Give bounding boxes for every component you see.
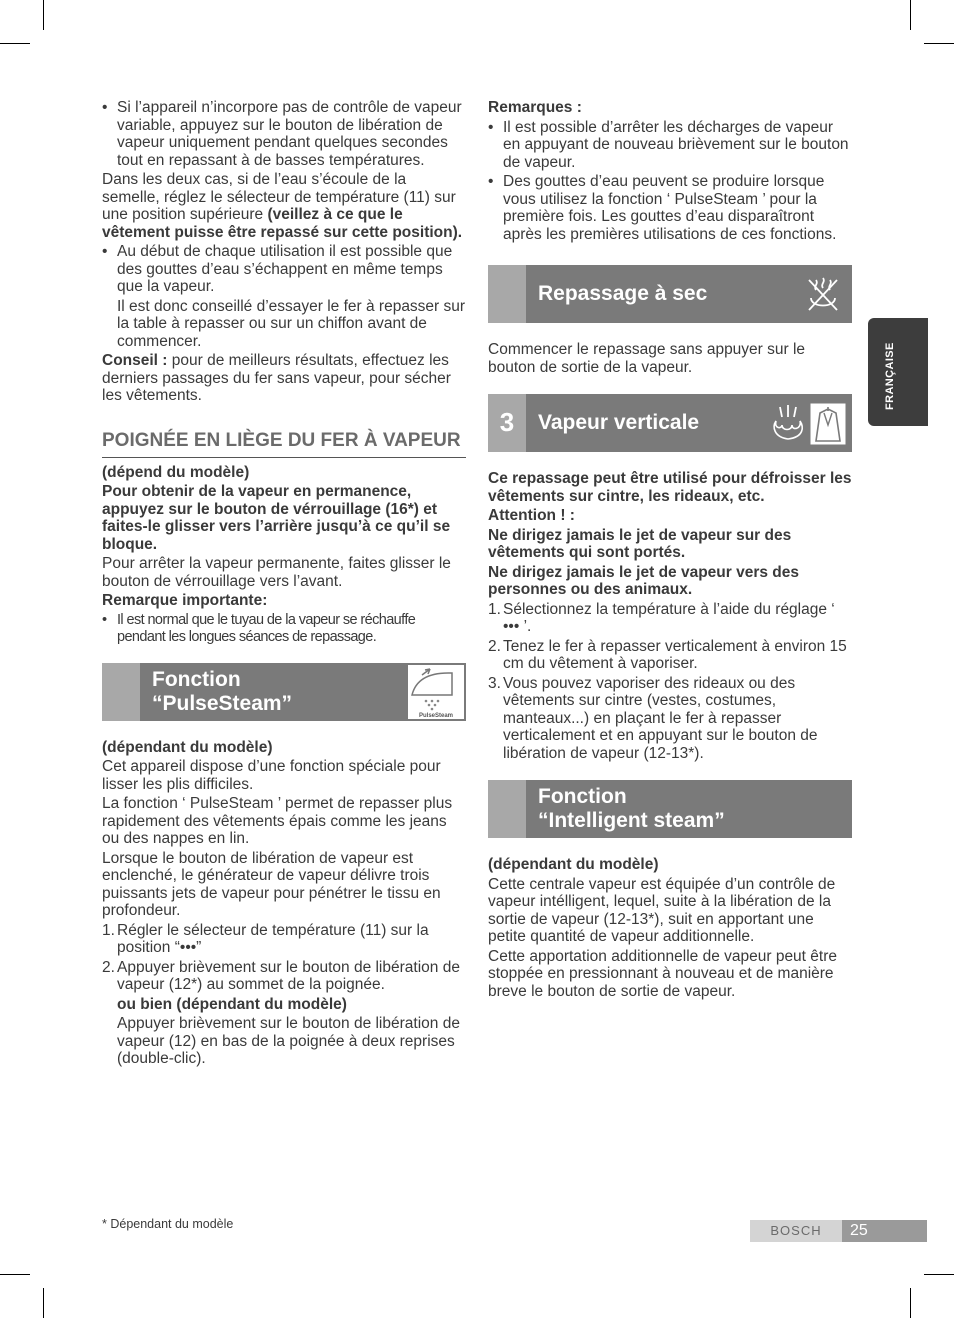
crop-mark <box>0 1274 30 1275</box>
model-note: (dépendant du modèle) <box>102 738 273 756</box>
paragraph: Cette apportation additionnelle de vapeur peut être stoppée en pressionnant à nouveau et de manière breve le bouton de sortie de vapeur. <box>488 947 837 1000</box>
intelligent-steam-heading <box>488 780 852 838</box>
list-item: • Il est normal que le tuyau de la vapeur se réchauffe pendant les longues séances de repassage. <box>102 612 466 647</box>
model-note: (dépend du modèle) <box>102 463 250 481</box>
heading-title-box <box>526 780 852 838</box>
paragraph: Cet appareil dispose d’une fonction spéciale pour lisser les plis difficiles. <box>102 758 441 793</box>
item-text: Tenez le fer à repasser verticalement à environ 15 cm du vêtement à vaporiser. <box>503 637 847 672</box>
list-item: • Si l’appareil n’incorpore pas de contrôle de vapeur variable, appuyez sur le bouton de libération de vapeur uniquement pendant quelques secondes tout en repassant à de basses températures. <box>102 99 466 169</box>
item-number: 1. <box>102 921 115 939</box>
vertical-steam-icon <box>770 398 848 448</box>
heading-number-box <box>488 780 526 838</box>
heading-title: Vapeur verticale <box>538 411 700 434</box>
bold-paragraph: Ce repassage peut être utilisé pour défroisser les vêtements sur cintre, les rideaux, etc. <box>488 470 852 505</box>
paragraph: Cette centrale vapeur est équipée d’un contrôle de vapeur intélligent, lequel, suite à la libération de la sortie de vapeur (12-13*), suit en apportant une petite quantité de vapeur additionnelle. <box>488 875 836 945</box>
item-text: Appuyer brièvement sur le bouton de libération de vapeur (12*) au sommet de la poignée. <box>117 958 460 993</box>
warning-text: Ne dirigez jamais le jet de vapeur vers des personnes ou des animaux. <box>488 563 800 598</box>
alternative-note: ou bien (dépendant du modèle) <box>117 995 347 1013</box>
conseil-paragraph <box>102 352 466 405</box>
right-column <box>488 99 852 1002</box>
heading-number-box <box>488 265 526 323</box>
list-item: • Des gouttes d’eau peuvent se produire lorsque vous utilisez la fonction ‘ PulseSteam ’ pour la première fois. Les gouttes d’eau disparaîtront après les premières utilisations de ces fonctions. <box>488 173 852 243</box>
footnote: * Dépendant du modèle <box>102 1217 234 1231</box>
warning-text: Ne dirigez jamais le jet de vapeur sur des vêtements qui sont portés. <box>488 526 792 561</box>
crop-mark <box>924 1274 954 1275</box>
language-tab-label: FRANÇAISE <box>884 342 896 410</box>
bold-text: (veillez à ce que le vêtement puisse être repassé sur cette position). <box>102 206 463 241</box>
heading-number-box <box>102 663 140 721</box>
bullet-list <box>488 119 852 244</box>
paragraph: Lorsque le bouton de libération de vapeur est enclenché, le générateur de vapeur délivre trois puissants jets de vapeur pour pénétrer le tissu en profondeur. <box>102 849 441 919</box>
heading-number-box: 3 <box>488 394 526 452</box>
heading-title-box <box>526 394 852 452</box>
crop-mark <box>0 43 30 44</box>
list-item <box>488 601 852 636</box>
bold-paragraph: Pour obtenir de la vapeur en permanence, appuyez sur le bouton de vérrouillage (16*) et faites-le glisser vers l’arrière jusqu’à ce qu’il se bloque. <box>102 483 451 553</box>
crop-mark <box>924 43 954 44</box>
text: Dans les deux cas, si de l’eau s’écoule de la semelle, réglez le sélecteur de température (11) sur une position supérieure <box>102 171 456 223</box>
vertical-steam-heading <box>488 394 852 452</box>
crop-mark <box>910 1288 911 1318</box>
dry-ironing-heading <box>488 265 852 323</box>
list-item <box>488 675 852 763</box>
numbered-list <box>102 922 466 994</box>
item-text: Sélectionnez la température à l’aide du réglage ‘ ••• ’. <box>503 600 835 635</box>
no-steam-icon <box>798 269 848 319</box>
item-number: 1. <box>488 600 501 618</box>
item-text: Vous pouvez vaporiser des rideaux ou des vêtements sur cintre (vestes, costumes, manteaux...) en plaçant le fer à repasser verticalement et en appuyant sur le bouton de libération de vapeur (12-13*). <box>503 674 818 762</box>
bullet-list <box>102 99 466 169</box>
paragraph <box>102 171 466 241</box>
crop-mark <box>43 1288 44 1318</box>
page-number: 25 <box>842 1220 927 1242</box>
pulsesteam-icon <box>408 665 464 719</box>
numbered-list <box>488 601 852 763</box>
heading-title: Repassage à sec <box>538 282 708 305</box>
paragraph: Il est donc conseillé d’essayer le fer à repasser sur la table à repasser ou sur un chiffon avant de commencer. <box>117 297 466 350</box>
list-item: • Au début de chaque utilisation il est possible que des gouttes d’eau s’échappent en même temps que la vapeur. <box>102 243 466 296</box>
pulsesteam-icon-label: PulseSteam <box>418 712 454 719</box>
paragraph: La fonction ‘ PulseSteam ’ permet de repasser plus rapidement des vêtements épais comme les jeans ou des nappes en lin. <box>102 795 453 847</box>
list-item <box>102 922 466 957</box>
conseil-text: pour de meilleurs résultats, effectuez les derniers passages du fer sans vapeur, pour sécher les vêtements. <box>102 352 451 404</box>
heading-title-box <box>140 663 466 721</box>
heading-title: Fonction “PulseSteam” <box>152 667 293 715</box>
pulsesteam-heading <box>102 663 466 721</box>
paragraph: Commencer le repassage sans appuyer sur le bouton de sortie de la vapeur. <box>488 341 806 376</box>
section-title: POIGNÉE EN LIÈGE DU FER À VAPEUR <box>102 429 466 458</box>
remarque-label: Remarque importante: <box>102 592 268 609</box>
brand-label: BOSCH <box>750 1220 842 1242</box>
list-item: • Il est possible d’arrêter les décharges de vapeur en appuyant de nouveau brièvement sur le bouton de vapeur. <box>488 119 852 172</box>
item-number: 3. <box>488 674 501 692</box>
list-item <box>488 638 852 673</box>
bullet-list <box>102 243 466 296</box>
paragraph: Pour arrêter la vapeur permanente, faites glisser le bouton de vérrouillage vers l’avant. <box>102 555 451 590</box>
bullet-list <box>102 612 466 647</box>
heading-title: Fonction “Intelligent steam” <box>538 785 725 832</box>
paragraph: Appuyer brièvement sur le bouton de libération de vapeur (12) en bas de la poignée à deux reprises (double-clic). <box>117 1015 460 1067</box>
left-column <box>102 99 466 1070</box>
list-item <box>102 959 466 994</box>
attention-label: Attention ! : <box>488 507 575 524</box>
model-note: (dépendant du modèle) <box>488 856 659 873</box>
item-number: 2. <box>102 958 115 976</box>
item-text: Régler le sélecteur de température (11) sur la position “•••” <box>117 921 429 956</box>
crop-mark <box>910 0 911 30</box>
conseil-label: Conseil : <box>102 352 168 369</box>
item-number: 2. <box>488 637 501 655</box>
remarques-label: Remarques : <box>488 99 582 116</box>
heading-title-box <box>526 265 852 323</box>
language-tab <box>868 318 928 426</box>
crop-mark <box>43 0 44 30</box>
